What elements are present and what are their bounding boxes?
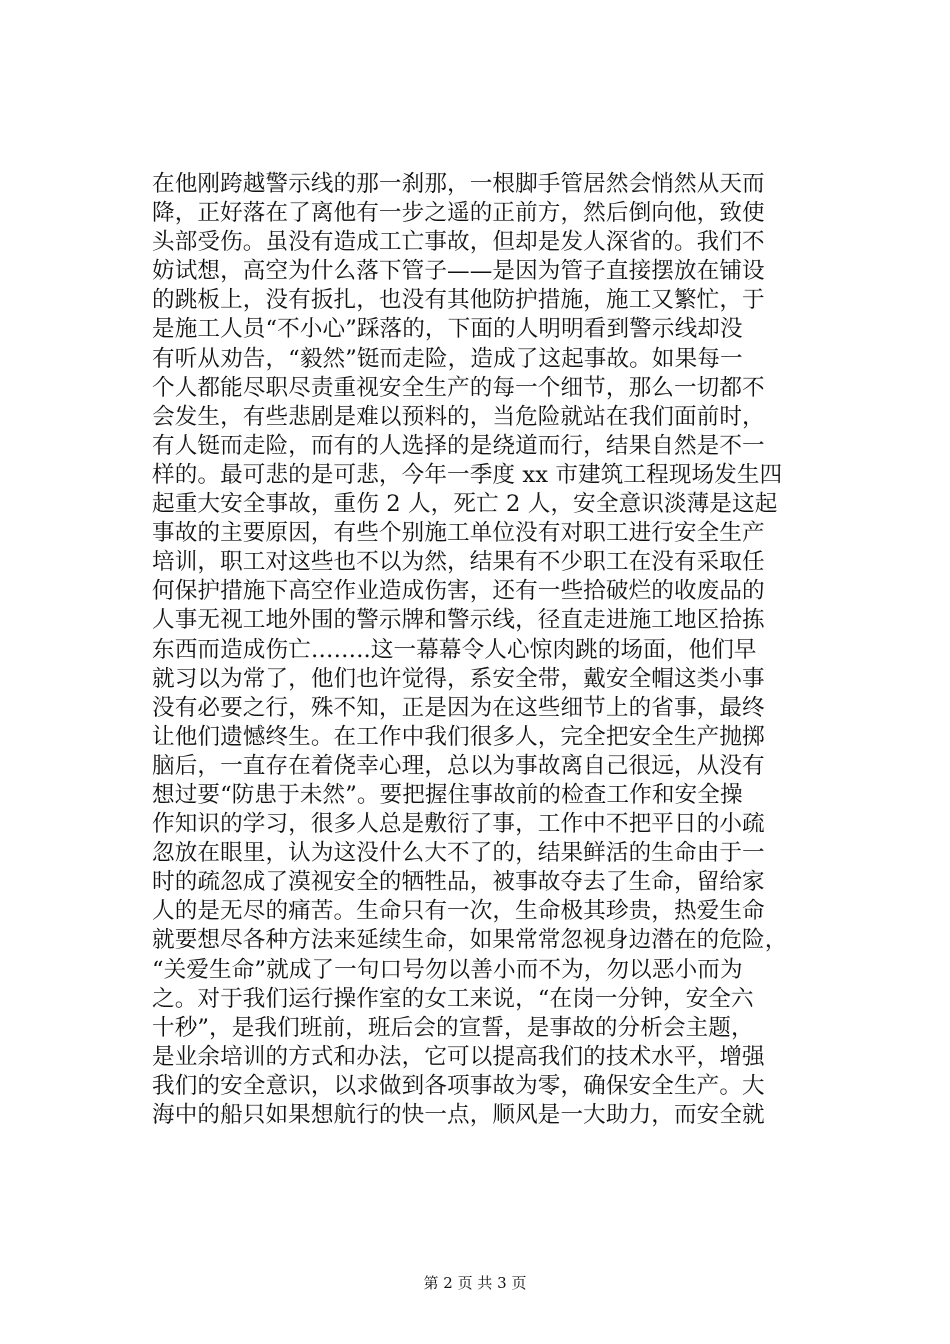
text-line: 我们的安全意识，以求做到各项事故为零，确保安全生产。大	[152, 1072, 765, 1099]
text-line: 让他们遗憾终生。在工作中我们很多人，完全把安全生产抛掷	[152, 723, 765, 750]
text-line: 妨试想，高空为什么落下管子——是因为管子直接摆放在铺设	[152, 258, 765, 285]
text-line: “关爱生命”就成了一句口号勿以善小而不为，勿以恶小而为	[152, 956, 743, 983]
text-line: 想过要“防患于未然”。要把握住事故前的检查工作和安全操	[152, 781, 743, 808]
text-line: 在他刚跨越警示线的那一刹那，一根脚手管居然会悄然从天而	[152, 171, 765, 197]
text-line: 就要想尽各种方法来延续生命，如果常常忽视身边潜在的危险，	[152, 927, 788, 954]
text-line: 个人都能尽职尽责重视安全生产的每一个细节，那么一切都不	[152, 374, 765, 401]
text-line: 何保护措施下高空作业造成伤害，还有一些拾破烂的收废品的	[152, 578, 765, 605]
text-line: 降，正好落在了离他有一步之遥的正前方，然后倒向他，致使	[152, 200, 765, 227]
text-line: 东西而造成伤亡……..这一幕幕令人心惊肉跳的场面，他们早	[152, 636, 757, 663]
text-line: 事故的主要原因，有些个别施工单位没有对职工进行安全生产	[152, 520, 765, 547]
text-line: 十秒”，是我们班前，班后会的宣誓，是事故的分析会主题，	[152, 1014, 754, 1041]
text-line: 有听从劝告，“毅然”铤而走险，造成了这起事故。如果每一	[152, 345, 743, 372]
text-line: 之。对于我们运行操作室的女工来说，“在岗一分钟，安全六	[152, 985, 754, 1012]
text-line: 是施工人员“不小心”踩落的，下面的人明明看到警示线却没	[152, 316, 743, 343]
text-line: 头部受伤。虽没有造成工亡事故，但却是发人深省的。我们不	[152, 229, 765, 256]
text-line: 海中的船只如果想航行的快一点，顺风是一大助力，而安全就	[152, 1102, 765, 1128]
text-line: 人事无视工地外围的警示牌和警示线，径直走进施工地区拾拣	[152, 607, 765, 634]
text-line: 就习以为常了，他们也许觉得，系安全带，戴安全帽这类小事	[152, 665, 765, 692]
text-line: 培训，职工对这些也不以为然，结果有不少职工在没有采取任	[152, 549, 765, 576]
text-line: 时的疏忽成了漠视安全的牺牲品，被事故夺去了生命，留给家	[152, 869, 765, 896]
text-line: 没有必要之行，殊不知，正是因为在这些细节上的省事，最终	[152, 694, 765, 721]
page-number-footer: 第 2 页 共 3 页	[423, 1274, 527, 1292]
text-line: 脑后，一直存在着侥幸心理，总以为事故离自己很远，从没有	[152, 752, 765, 779]
text-line: 是业余培训的方式和办法，它可以提高我们的技术水平，增强	[152, 1043, 765, 1070]
text-line: 有人铤而走险，而有的人选择的是绕道而行，结果自然是不一	[152, 432, 765, 459]
body-text	[152, 170, 852, 1130]
text-line: 起重大安全事故，重伤 2 人，死亡 2 人，安全意识淡薄是这起	[152, 491, 778, 518]
text-line: 作知识的学习，很多人总是敷衍了事，工作中不把平日的小疏	[152, 811, 765, 838]
text-line: 忽放在眼里，认为这没什么大不了的，结果鲜活的生命由于一	[152, 840, 765, 867]
text-line: 的跳板上，没有扳扎，也没有其他防护措施，施工又繁忙，于	[152, 287, 765, 314]
text-line: 人的是无尽的痛苦。生命只有一次，生命极其珍贵，热爱生命	[152, 898, 765, 925]
text-line: 样的。最可悲的是可悲，今年一季度 xx 市建筑工程现场发生四	[152, 461, 783, 488]
text-line: 会发生，有些悲剧是难以预料的，当危险就站在我们面前时，	[152, 403, 765, 430]
